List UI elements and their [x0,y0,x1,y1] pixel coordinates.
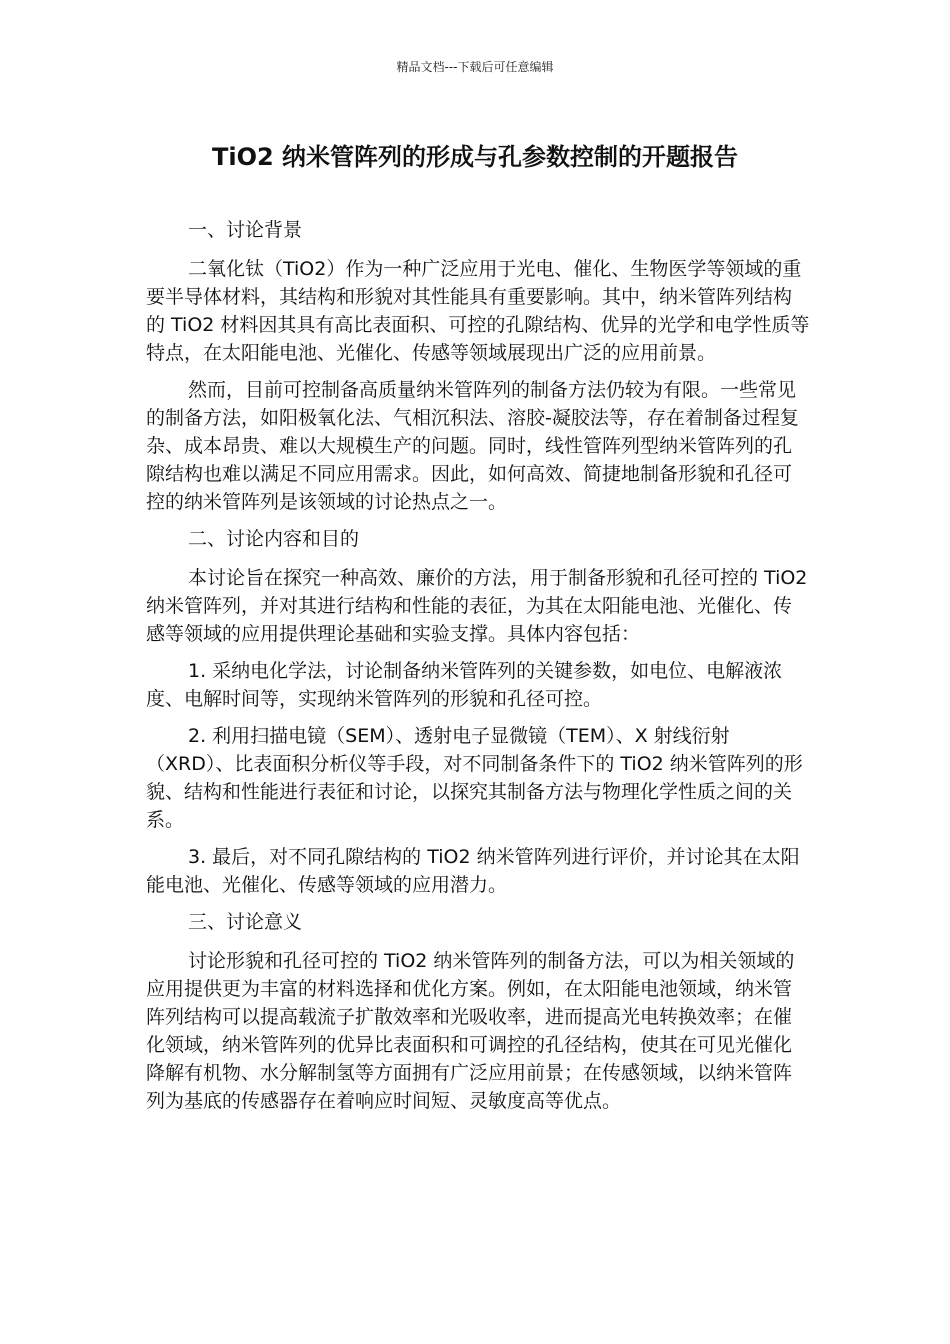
paragraph: 二氧化钛（TiO2）作为一种广泛应用于光电、催化、生物医学等领域的重要半导体材料，其结构和形貌对其性能具有重要影响。其中，纳米管阵列结构的 TiO2 材料因其具有高比表面积、可控的孔隙结构、优异的光学和电学性质等特点，在太阳能电池、光催化、传感等领域展现出广泛的应用前景。 [146,258,810,364]
section-heading-content: 二、讨论内容和目的 [188,528,360,550]
list-item: 3. 最后，对不同孔隙结构的 TiO2 纳米管阵列进行评价，并讨论其在太阳能电池、光催化、传感等领域的应用潜力。 [146,846,800,896]
document-title: TiO2 纳米管阵列的形成与孔参数控制的开题报告 [211,143,739,171]
section-heading-background: 一、讨论背景 [188,219,303,241]
section-heading-significance: 三、讨论意义 [188,911,303,933]
paragraph: 然而，目前可控制备高质量纳米管阵列的制备方法仍较为有限。一些常见的制备方法，如阳极氧化法、气相沉积法、溶胶-凝胶法等，存在着制备过程复杂、成本昂贵、难以大规模生产的问题。同时，线性管阵列型纳米管阵列的孔隙结构也难以满足不同应用需求。因此，如何高效、简捷地制备形貌和孔径可控的纳米管阵列是该领域的讨论热点之一。 [146,379,799,513]
page-header-note: 精品文档---下载后可任意编辑 [396,60,554,74]
list-item: 2. 利用扫描电镜（SEM）、透射电子显微镜（TEM）、X 射线衍射（XRD）、比表面积分析仪等手段，对不同制备条件下的 TiO2 纳米管阵列的形貌、结构和性能进行表征和讨论，以探究其制备方法与物理化学性质之间的关系。 [146,725,803,831]
section-significance [146,908,810,1115]
section-content [146,525,810,899]
section-background [146,216,810,516]
paragraph: 讨论形貌和孔径可控的 TiO2 纳米管阵列的制备方法，可以为相关领域的应用提供更为丰富的材料选择和优化方案。例如，在太阳能电池领域，纳米管阵列结构可以提高载流子扩散效率和光吸收率，进而提高光电转换效率；在催化领域，纳米管阵列的优异比表面积和可调控的孔径结构，使其在可见光催化降解有机物、水分解制氢等方面拥有广泛应用前景；在传感领域，以纳米管阵列为基底的传感器存在着响应时间短、灵敏度高等优点。 [146,950,795,1112]
paragraph: 本讨论旨在探究一种高效、廉价的方法，用于制备形貌和孔径可控的 TiO2 纳米管阵列，并对其进行结构和性能的表征，为其在太阳能电池、光催化、传感等领域的应用提供理论基础和实验支撑。具体内容包括： [146,567,808,645]
list-item: 1. 采纳电化学法，讨论制备纳米管阵列的关键参数，如电位、电解液浓度、电解时间等，实现纳米管阵列的形貌和孔径可控。 [146,660,783,710]
document-body [146,216,810,1124]
